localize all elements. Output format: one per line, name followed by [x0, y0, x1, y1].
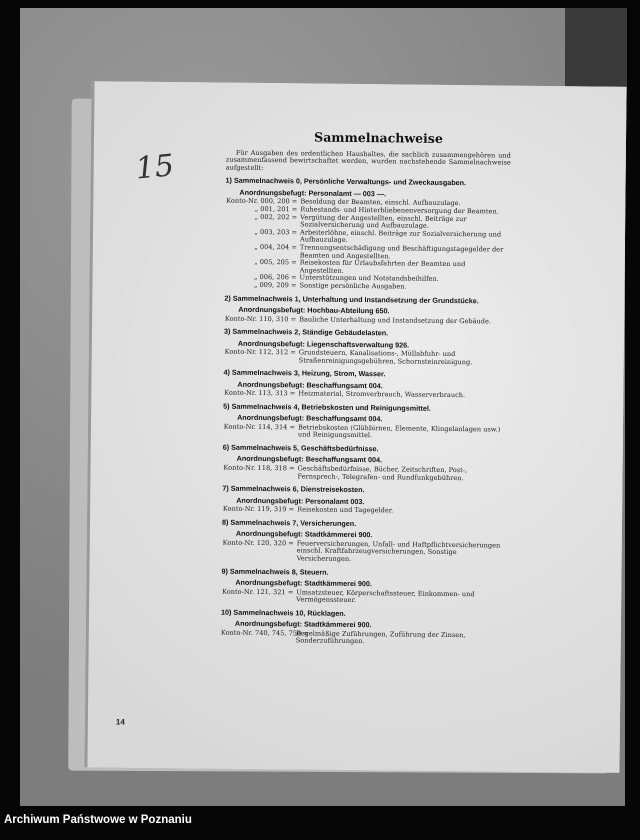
section-authority: Anordnungsbefugt: Stadtkämmerei 900.	[235, 577, 373, 589]
section	[221, 567, 506, 606]
account-number: „ 001, 201 =	[254, 204, 298, 214]
account-number: Konto-Nr. 000, 200 =	[226, 197, 298, 206]
account-description: Besoldung der Beamten, einschl. Aufbauzulage.	[300, 197, 461, 208]
account-description: Arbeiterlöhne, einschl. Beiträge zur Sozialversicherung und Aufbauzulage.	[299, 228, 502, 245]
account-number: Konto-Nr. 118, 318 =	[223, 463, 295, 473]
scan-shadow	[565, 8, 627, 98]
account-description: Feuerversicherungen, Unfall- und Haftpflichtversicherungen einschl. Kraftfahrzeugversicherungen, Sonstige Versicherungen.	[296, 539, 501, 563]
section-authority: Anordnungsbefugt: Personalamt — 003 —.	[239, 187, 387, 199]
account-number: „ 003, 203 =	[254, 227, 298, 237]
section-authority: Anordnungsbefugt: Beschaffungsamt 004.	[237, 413, 383, 424]
account-row	[224, 349, 509, 367]
section-heading: 5) Sammelnachweis 4, Betriebskosten und Reinigungsmittel.	[223, 401, 431, 413]
section-heading: 7) Sammelnachweis 6, Dienstreisekosten.	[222, 483, 365, 495]
account-row	[224, 282, 509, 293]
intro-paragraph: Für Ausgaben des ordentlichen Haushaltes, die sachlich zusammengehören und zusammenfassend bewirtschaftet werden, wurden nachstehende Sammelnachweise aufgestellt:	[225, 148, 511, 172]
account-number: „ 004, 204 =	[254, 242, 297, 252]
account-description: Vergütung der Angestellten, einschl. Beiträge zur Sozialversicherung und Aufbauzulage.	[300, 212, 467, 230]
section-authority: Anordnungsbefugt: Beschaffungsamt 004.	[237, 379, 383, 390]
account-description: Betriebskosten (Glühbirnen, Elemente, Klingelanlagen usw.) und Reinigungsmittel.	[297, 423, 501, 440]
account-number: Konto-Nr. 114, 314 =	[223, 422, 296, 432]
section-heading: 1) Sammelnachweis 0, Persönliche Verwaltungs- und Zweckausgaben.	[225, 176, 467, 188]
section	[222, 518, 507, 565]
section-heading: 3) Sammelnachweis 2, Ständige Gebäudelasten.	[223, 326, 389, 338]
section	[224, 294, 509, 326]
account-description: Regelmäßige Zuführungen, Zuführung der Zinsen, Sonderzuführungen.	[295, 629, 466, 646]
section	[224, 328, 509, 367]
account-number: „ 005, 205 =	[254, 258, 297, 267]
section	[223, 369, 508, 401]
account-description: Sonstige persönliche Ausgaben.	[299, 281, 407, 291]
document-page	[84, 81, 626, 773]
account-description: Reisekosten für Urlaubsfahrten der Beamten und Angestellten.	[299, 258, 466, 275]
account-number: Konto-Nr. 113, 313 =	[224, 388, 296, 398]
account-row	[223, 423, 508, 441]
account-description: Trennungsentschädigung und Beschäftigungstagegelder der Beamten und Angestellten.	[299, 243, 504, 260]
section-authority: Anordnungsbefugt: Stadtkämmerei 900.	[235, 529, 373, 540]
account-description: Umsatzsteuer, Körperschaftssteuer, Einkommen- und Vermögenssteuer.	[296, 588, 475, 605]
account-row	[222, 539, 507, 565]
archive-footer: Archiwum Państwowe w Poznaniu	[4, 814, 192, 826]
account-number: Konto-Nr. 120, 320 =	[222, 538, 294, 548]
section-authority: Anordnungsbefugt: Liegenschaftsverwaltung 926.	[237, 338, 410, 350]
section	[224, 177, 510, 292]
page-number: 14	[115, 717, 125, 727]
account-row	[221, 629, 506, 647]
account-row	[222, 465, 507, 483]
account-number: Konto-Nr. 740, 745, 750 =	[220, 628, 309, 638]
section-heading: 6) Sammelnachweis 5, Geschäftsbedürfnisse.	[222, 442, 379, 454]
account-number: Konto-Nr. 119, 319 =	[222, 504, 295, 514]
account-description: Reisekosten und Tagegelder.	[297, 505, 394, 515]
section-heading: 9) Sammelnachweis 8, Steuern.	[221, 566, 329, 577]
section	[222, 485, 507, 517]
section-authority: Anordnungsbefugt: Personalamt 003.	[236, 495, 365, 506]
sections-list	[221, 177, 511, 648]
account-row	[223, 390, 508, 401]
account-description: Heizmaterial, Stromverbrauch, Wasserverbrauch.	[298, 389, 466, 400]
page-title: Sammelnachweise	[314, 129, 443, 146]
handwritten-number: 15	[134, 148, 176, 187]
account-number: Konto-Nr. 121, 321 =	[222, 587, 294, 596]
section-heading: 2) Sammelnachweis 1, Unterhaltung und Instandsetzung der Grundstücke.	[224, 293, 479, 305]
account-description: Ruhestands- und Hinterbliebenenversorgung der Beamten.	[300, 205, 499, 216]
account-description: Bauliche Unterhaltung und Instandsetzung der Gebäude.	[299, 314, 492, 325]
account-number: „ 002, 202 =	[254, 212, 298, 221]
account-number: „ 009, 209 =	[253, 280, 297, 290]
account-row	[221, 588, 506, 606]
section-authority: Anordnungsbefugt: Hochbau-Abteilung 650.	[238, 304, 390, 316]
account-row	[222, 506, 507, 517]
section	[221, 608, 506, 647]
section	[222, 444, 507, 483]
section-heading: 4) Sammelnachweis 3, Heizung, Strom, Wasser.	[223, 367, 386, 379]
account-description: Geschäftsbedürfnisse, Bücher, Zeitschriften, Post-, Fernsprech-, Telegrafen- und Rundfunkgebühren.	[297, 464, 468, 482]
section	[223, 402, 508, 441]
account-description: Grundsteuern, Kanalisations-, Müllabfuhr- und Straßenreinigungsgebühren, Schornsteinreinigung.	[298, 348, 473, 366]
account-number: Konto-Nr. 110, 310 =	[224, 314, 297, 323]
section-heading: 10) Sammelnachweis 10, Rücklagen.	[221, 607, 346, 618]
account-row	[224, 315, 509, 326]
account-description: Unterstützungen und Notstandsbeihilfen.	[299, 273, 439, 284]
account-number: „ 006, 206 =	[254, 273, 297, 282]
section-heading: 8) Sammelnachweis 7, Versicherungen.	[221, 517, 357, 528]
section-authority: Anordnungsbefugt: Beschaffungsamt 004.	[236, 454, 383, 465]
section-authority: Anordnungsbefugt: Stadtkämmerei 900.	[234, 618, 372, 630]
account-number: Konto-Nr. 112, 312 =	[224, 347, 296, 357]
page-content	[220, 129, 511, 648]
